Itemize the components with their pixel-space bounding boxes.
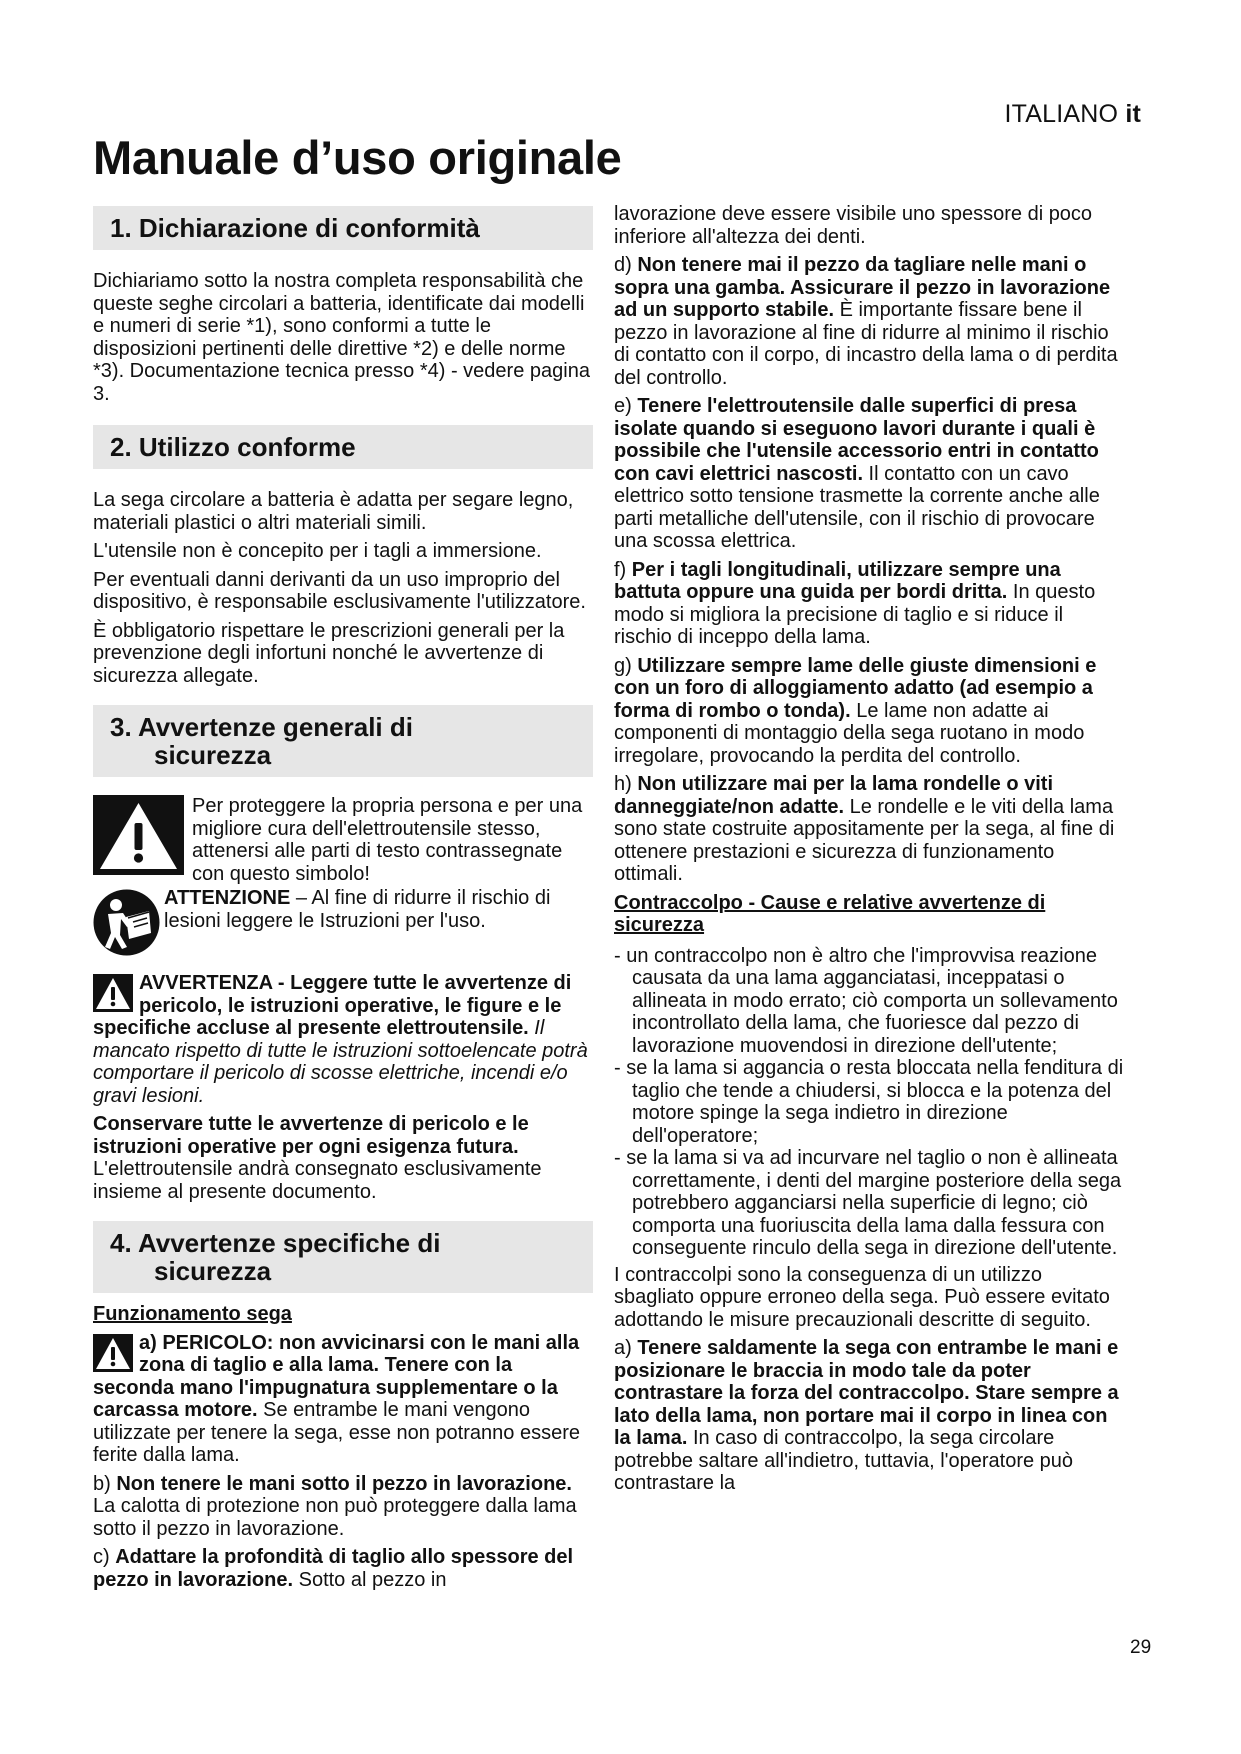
item-g-label: g) — [614, 654, 638, 677]
item-b-paragraph — [93, 1473, 593, 1541]
item-d-bold: Non tenere mai il pezzo da tagliare nelle mani o sopra una gamba. Assicurare il pezzo in lavorazione ad un supporto stabile. — [614, 254, 1111, 321]
safety-symbol-block — [93, 795, 593, 885]
item-h-label: h) — [614, 773, 638, 795]
item-g-bold: Utilizzare sempre lame delle giuste dimensioni e con un foro di alloggiamento adatto (ad esempio a forma di rombo o tonda). — [614, 654, 1097, 722]
item-e-paragraph — [614, 395, 1124, 553]
section-4-heading — [93, 1221, 593, 1293]
item-a-paragraph — [93, 1332, 593, 1467]
left-column — [93, 206, 593, 1597]
item-e-text: Il contatto con un cavo elettrico sotto tensione trasmette la corrente anche alle parti metalliche dell'utensile, con il rischio di provocare una scossa elettrica. — [614, 462, 1100, 552]
item-a2-bold: Tenere saldamente la sega con entrambe le mani e posizionare le braccia in modo tale da poter contrastare la forza del contraccolpo. Stare sempre a lato della lama, non portare mai il corpo in linea con la lama. — [614, 1337, 1119, 1449]
section-3-heading-line1: 3. Avvertenze generali di — [110, 712, 413, 742]
list-item: - se la lama si aggancia o resta bloccata nella fenditura di taglio che tende a chiudersi, si blocca e la potenza del motore spinge la sega indietro in direzione dell'operatore; — [614, 1057, 1124, 1147]
warning-bold-text: AVVERTENZA - Leggere tutte le avvertenze di pericolo, le istruzioni operative, le figure e le specifiche accluse al presente elettroutensile. — [93, 972, 572, 1039]
item-d-text: È importante fissare bene il pezzo in lavorazione al fine di ridurre al minimo il rischio di contatto con il corpo, di incastro della lama o di perdita del controllo. — [614, 299, 1118, 389]
section-4-heading-line2: sicurezza — [154, 1256, 272, 1286]
language-code: it — [1125, 100, 1141, 128]
saw-operation-subheading: Funzionamento sega — [93, 1303, 292, 1325]
list-item: - se la lama si va ad incurvare nel taglio o non è allineata correttamente, i denti del margine posteriore della sega potrebbero agganciarsi nella superficie di legno; ciò comporta una fuoriuscita della lama dalla fessura con conseguente rinculo della sega in direzione dell'utente. — [614, 1147, 1122, 1259]
section-2-p1: La sega circolare a batteria è adatta per segare legno, materiali plastici o altri materiali simili. — [93, 489, 574, 534]
section-1-text: Dichiariamo sotto la nostra completa responsabilità che queste seghe circolari a batteria, identificate dai modelli e numeri di serie *1), sono conformi a tutte le disposizioni pertinenti delle direttive *2) e delle norme *3). Documentazione tecnica presso *4) - vedere pagina 3. — [93, 270, 590, 405]
section-2-p2: L'utensile non è concepito per i tagli a immersione. — [93, 540, 542, 562]
section-2-heading: 2. Utilizzo conforme — [93, 425, 593, 469]
item-h-paragraph — [614, 773, 1124, 886]
warning-triangle-icon — [93, 795, 184, 875]
section-4-heading-line1: 4. Avvertenze specifiche di — [110, 1228, 441, 1258]
item-a2-text: In caso di contraccolpo, la sega circolare potrebbe saltare all'indietro, tuttavia, l'operatore può contrastare la — [614, 1427, 1074, 1494]
item-a-bold: a) PERICOLO: non avvicinarsi con le mani alla zona di taglio e alla lama. Tenere con la seconda mano l'impugnatura supplementare o la carcassa motore. — [93, 1331, 580, 1421]
section-1-heading: 1. Dichiarazione di conformità — [93, 206, 593, 250]
read-manual-icon — [93, 889, 160, 956]
item-c-bold: Adattare la profondità di taglio allo spessore del pezzo in lavorazione. — [93, 1546, 574, 1591]
item-a2-label: a) — [614, 1337, 638, 1359]
item-f-text: In questo modo si migliora la precisione di taglio e si riduce il rischio di inceppo della lama. — [614, 581, 1096, 648]
kickback-causes-list — [614, 945, 1124, 1260]
item-c-label: c) — [93, 1546, 116, 1568]
warning-italic-text: Il mancato rispetto di tutte le istruzioni sottoelencate potrà comportare il pericolo di scosse elettriche, incendi e/o gravi lesioni. — [93, 1017, 588, 1107]
right-column — [614, 203, 1124, 1501]
safety-symbol-text: Per proteggere la propria persona e per una migliore cura dell'elettroutensile stesso, attenersi alle parti di testo contrassegnate con questo simbolo! — [192, 795, 583, 885]
kickback-text: I contraccolpi sono la conseguenza di un utilizzo sbagliato oppure erroneo della sega. Può essere evitato adottando le misure precauzionali descritte di seguito. — [614, 1263, 1110, 1331]
page-title: Manuale d’uso originale — [93, 131, 622, 184]
section-2-p3: Per eventuali danni derivanti da un uso improprio del dispositivo, è responsabile esclusivamente l'utilizzatore. — [93, 568, 586, 613]
item-b-label: b) — [93, 1472, 117, 1495]
keep-instructions-bold: Conservare tutte le avvertenze di pericolo e le istruzioni operative per ogni esigenza futura. — [93, 1113, 529, 1158]
item-f-paragraph — [614, 559, 1124, 649]
item-b-text: La calotta di protezione non può proteggere dalla lama sotto il pezzo in lavorazione. — [93, 1495, 577, 1540]
item-h-bold: Non utilizzare mai per la lama rondelle o viti danneggiate/non adatte. — [614, 773, 1054, 818]
kickback-subheading: Contraccolpo - Cause e relative avvertenze di sicurezza — [614, 891, 1046, 936]
warning-triangle-icon — [93, 974, 133, 1012]
list-item: - un contraccolpo non è altro che l'improvvisa reazione causata da una lama agganciatasi, inceppatasi o allineata in modo errato; ciò comporta un sollevamento incontrollato della lama, che fuoriesce dal pezzo di lavorazione muovendosi in direzione dell'utente; — [614, 944, 1118, 1057]
item-c-paragraph — [93, 1546, 593, 1591]
item-e-bold: Tenere l'elettroutensile dalle superfici di presa isolate quando si eseguono lavori durante i quali è possibile che l'utensile accessorio entri in contatto con cavi elettrici nascosti. — [614, 395, 1099, 485]
item-c-text: Sotto al pezzo in — [293, 1568, 447, 1591]
item-c-continued: lavorazione deve essere visibile uno spessore di poco inferiore all'altezza dei denti. — [614, 203, 1093, 248]
item-d-label: d) — [614, 254, 638, 276]
item-h-text: Le rondelle e le viti della lama sono state costruite appositamente per la sega, al fine di ottenere prestazioni e sicurezza di funzionamento ottimali. — [614, 795, 1115, 885]
attention-text — [164, 887, 593, 956]
section-3-heading — [93, 705, 593, 777]
item-e-label: e) — [614, 395, 638, 417]
section-2-p4: È obbligatorio rispettare le prescrizioni generali per la prevenzione degli infortuni nonché le avvertenze di sicurezza allegate. — [93, 619, 565, 687]
item-a2-paragraph — [614, 1337, 1124, 1495]
attention-label: ATTENZIONE — [164, 887, 291, 909]
page-number: 29 — [1130, 1637, 1152, 1658]
item-f-bold: Per i tagli longitudinali, utilizzare sempre una battuta oppure una guida per bordi dritta. — [614, 558, 1061, 603]
language-label — [1005, 100, 1142, 129]
item-f-label: f) — [614, 558, 632, 581]
attention-block — [93, 887, 593, 956]
warning-triangle-icon — [93, 1334, 133, 1372]
section-3-heading-line2: sicurezza — [154, 740, 272, 770]
item-a-text: Se entrambe le mani vengono utilizzate per tenere la sega, esse non potranno essere ferite dalla lama. — [93, 1399, 580, 1466]
attention-body: – Al fine di ridurre il rischio di lesioni leggere le Istruzioni per l'uso. — [164, 887, 551, 932]
item-g-paragraph — [614, 655, 1124, 768]
keep-instructions-text: L'elettroutensile andrà consegnato esclusivamente insieme al presente documento. — [93, 1158, 542, 1203]
warning-paragraph — [93, 972, 593, 1107]
item-d-paragraph — [614, 254, 1124, 389]
item-g-text: Le lame non adatte ai componenti di montaggio della sega ruotano in modo irregolare, provocando la perdita del controllo. — [614, 699, 1085, 767]
language-name: ITALIANO — [1004, 100, 1119, 128]
keep-instructions-paragraph — [93, 1113, 593, 1203]
item-b-bold: Non tenere le mani sotto il pezzo in lavorazione. — [116, 1472, 572, 1495]
